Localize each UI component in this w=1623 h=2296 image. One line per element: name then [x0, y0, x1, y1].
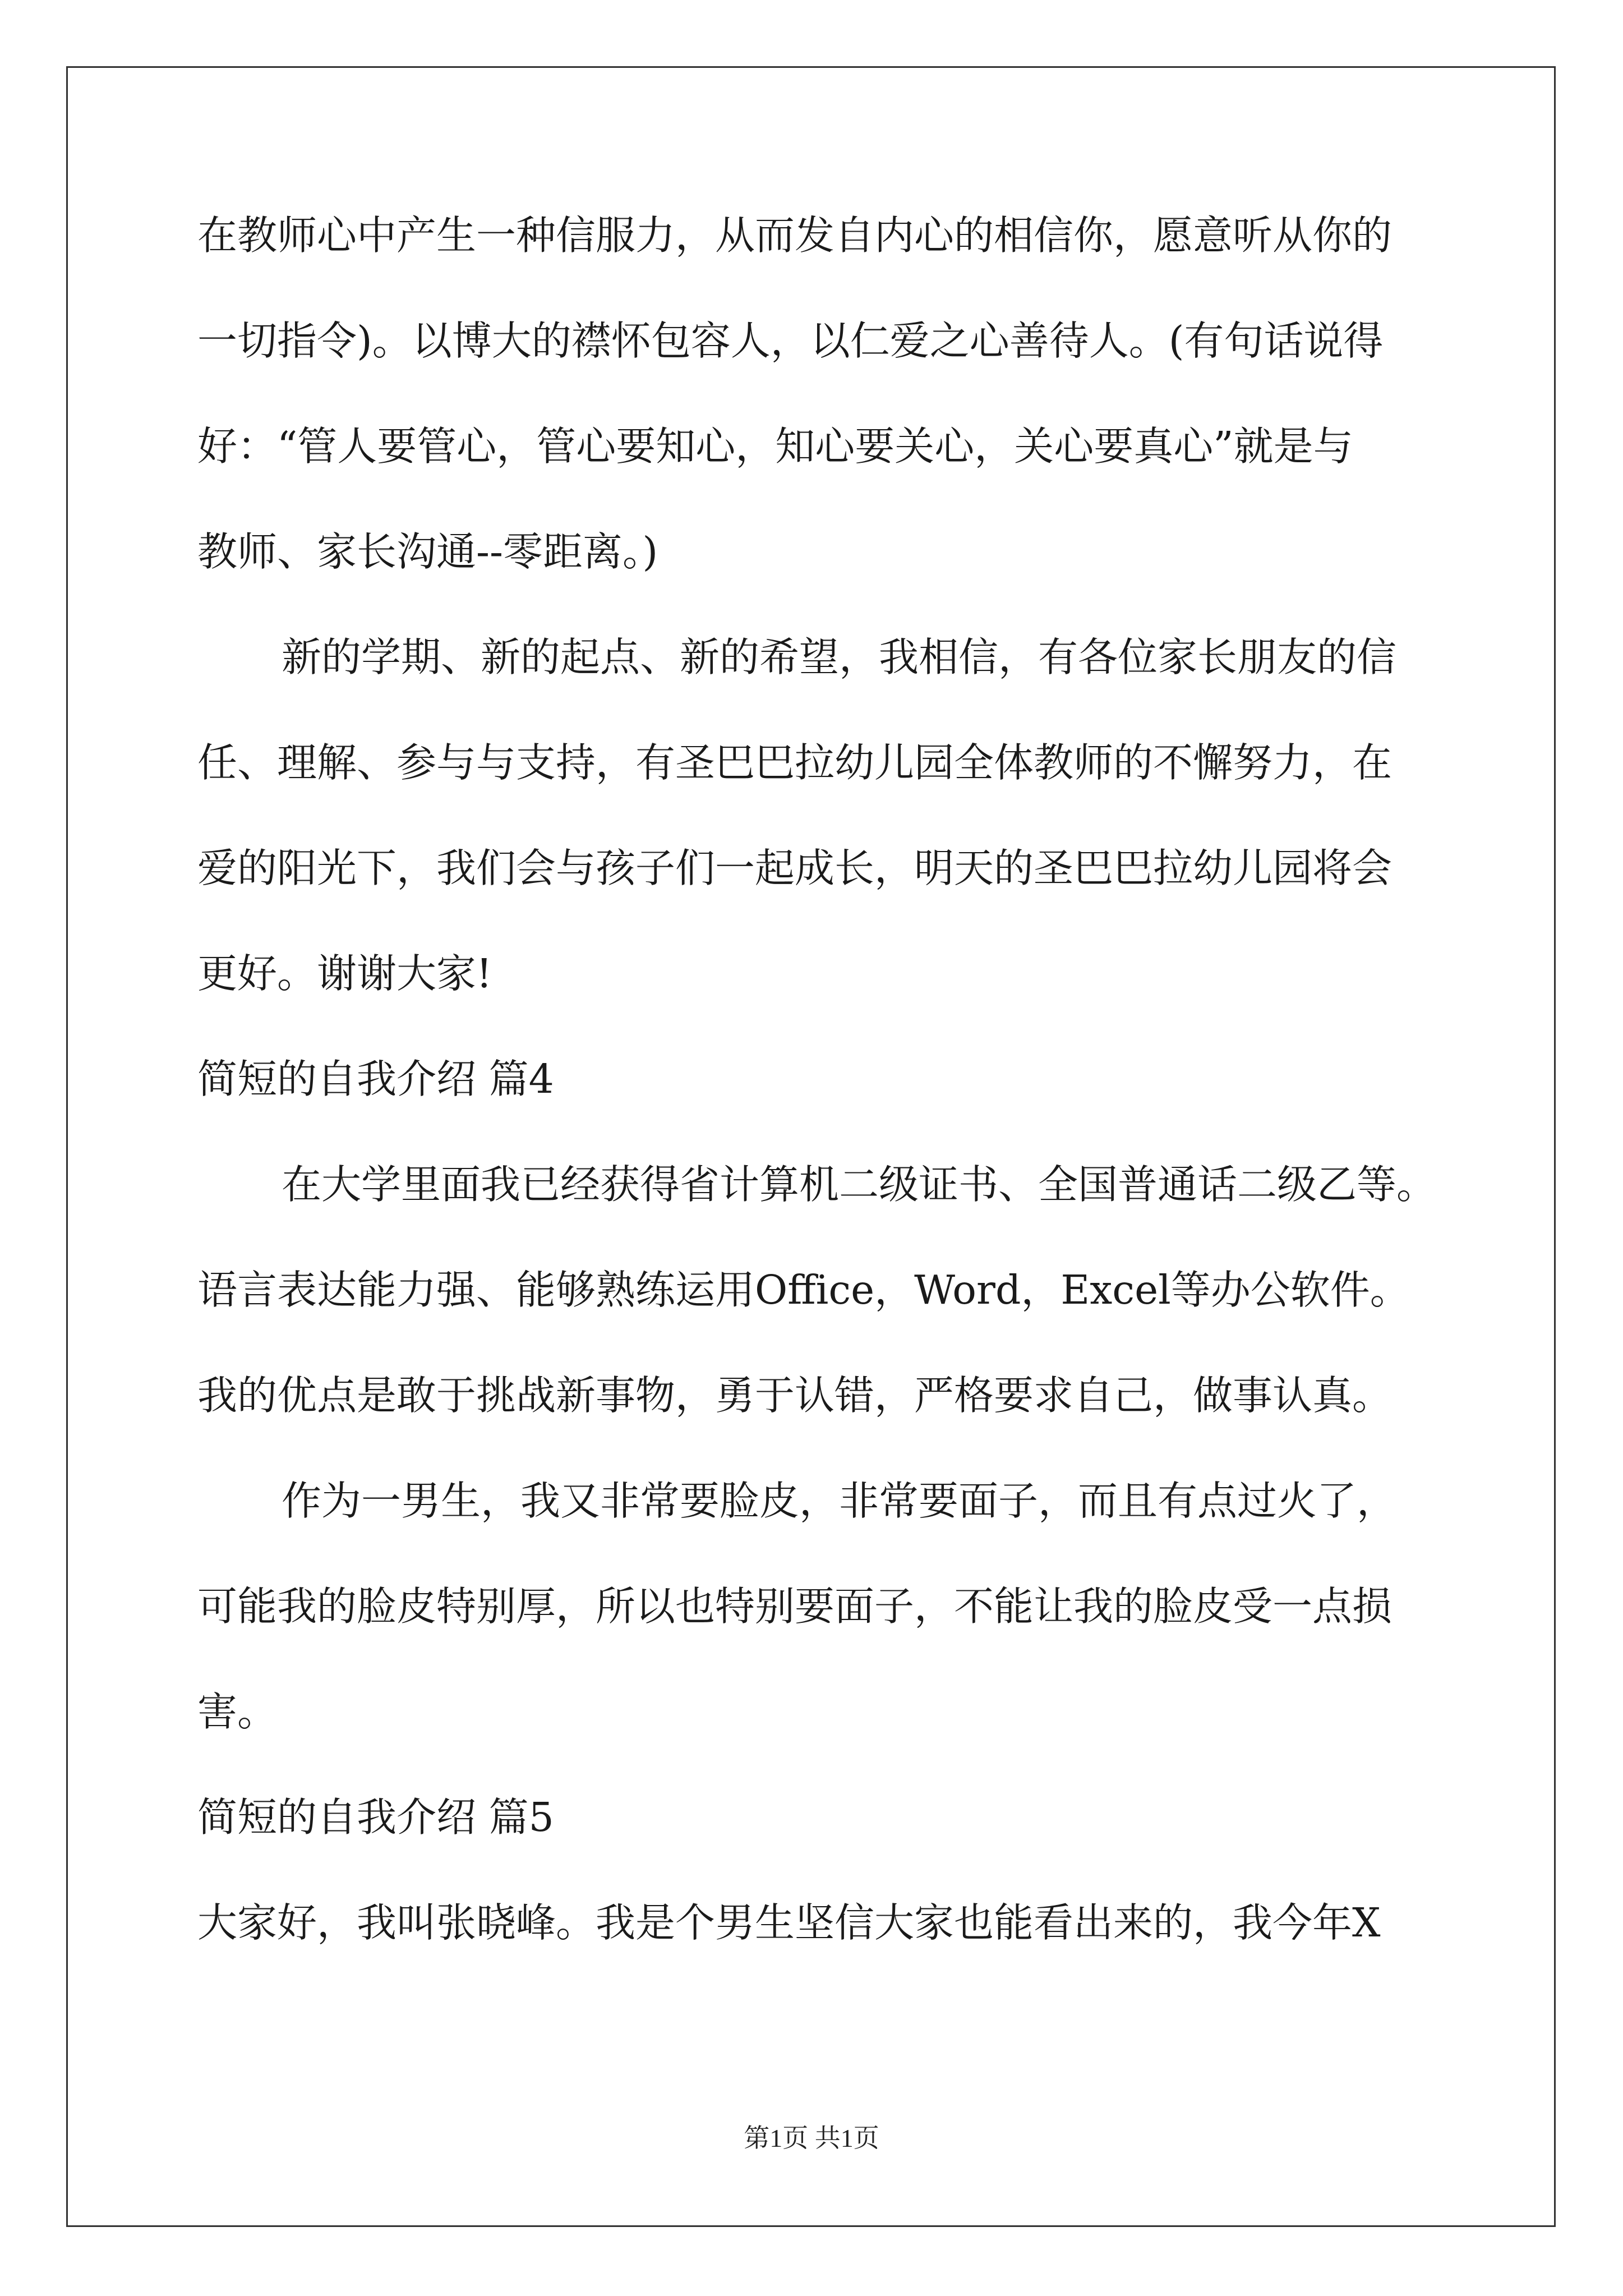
text-line: 新的学期、新的起点、新的希望，我相信，有各位家长朋友的信 [282, 634, 1397, 680]
text-line: 在大学里面我已经获得省计算机二级证书、全国普通话二级乙等。 [282, 1161, 1437, 1208]
text-line: 可能我的脸皮特别厚，所以也特别要面子，不能让我的脸皮受一点损 [197, 1583, 1393, 1630]
text-line: 爱的阳光下，我们会与孩子们一起成长，明天的圣巴巴拉幼儿园将会 [197, 845, 1393, 891]
text-line: 作为一男生，我又非常要脸皮，非常要面子，而且有点过火了， [282, 1478, 1397, 1524]
page-footer: 第1页 共1页 [744, 2124, 879, 2152]
text-line: 我的优点是敢于挑战新事物，勇于认错，严格要求自己，做事认真。 [197, 1372, 1393, 1419]
text-line: 害。 [197, 1688, 278, 1735]
text-line: 更好。谢谢大家! [197, 950, 492, 997]
text-line: 好：“管人要管心，管心要知心，知心要关心，关心要真心”就是与 [197, 423, 1353, 470]
text-line: 任、理解、参与与支持，有圣巴巴拉幼儿园全体教师的不懈努力，在 [197, 739, 1393, 786]
section-heading: 简短的自我介绍 篇5 [197, 1794, 554, 1841]
section-heading: 简短的自我介绍 篇4 [197, 1056, 554, 1102]
text-line: 一切指令)。以博大的襟怀包容人，以仁爱之心善待人。(有句话说得 [197, 318, 1384, 364]
text-line: 语言表达能力强、能够熟练运用Office，Word，Excel等办公软件。 [197, 1267, 1410, 1313]
text-line: 大家好，我叫张晓峰。我是个男生坚信大家也能看出来的，我今年X [197, 1899, 1381, 1946]
text-line: 教师、家长沟通--零距离。) [197, 528, 658, 575]
text-line: 在教师心中产生一种信服力，从而发自内心的相信你，愿意听从你的 [197, 212, 1393, 259]
